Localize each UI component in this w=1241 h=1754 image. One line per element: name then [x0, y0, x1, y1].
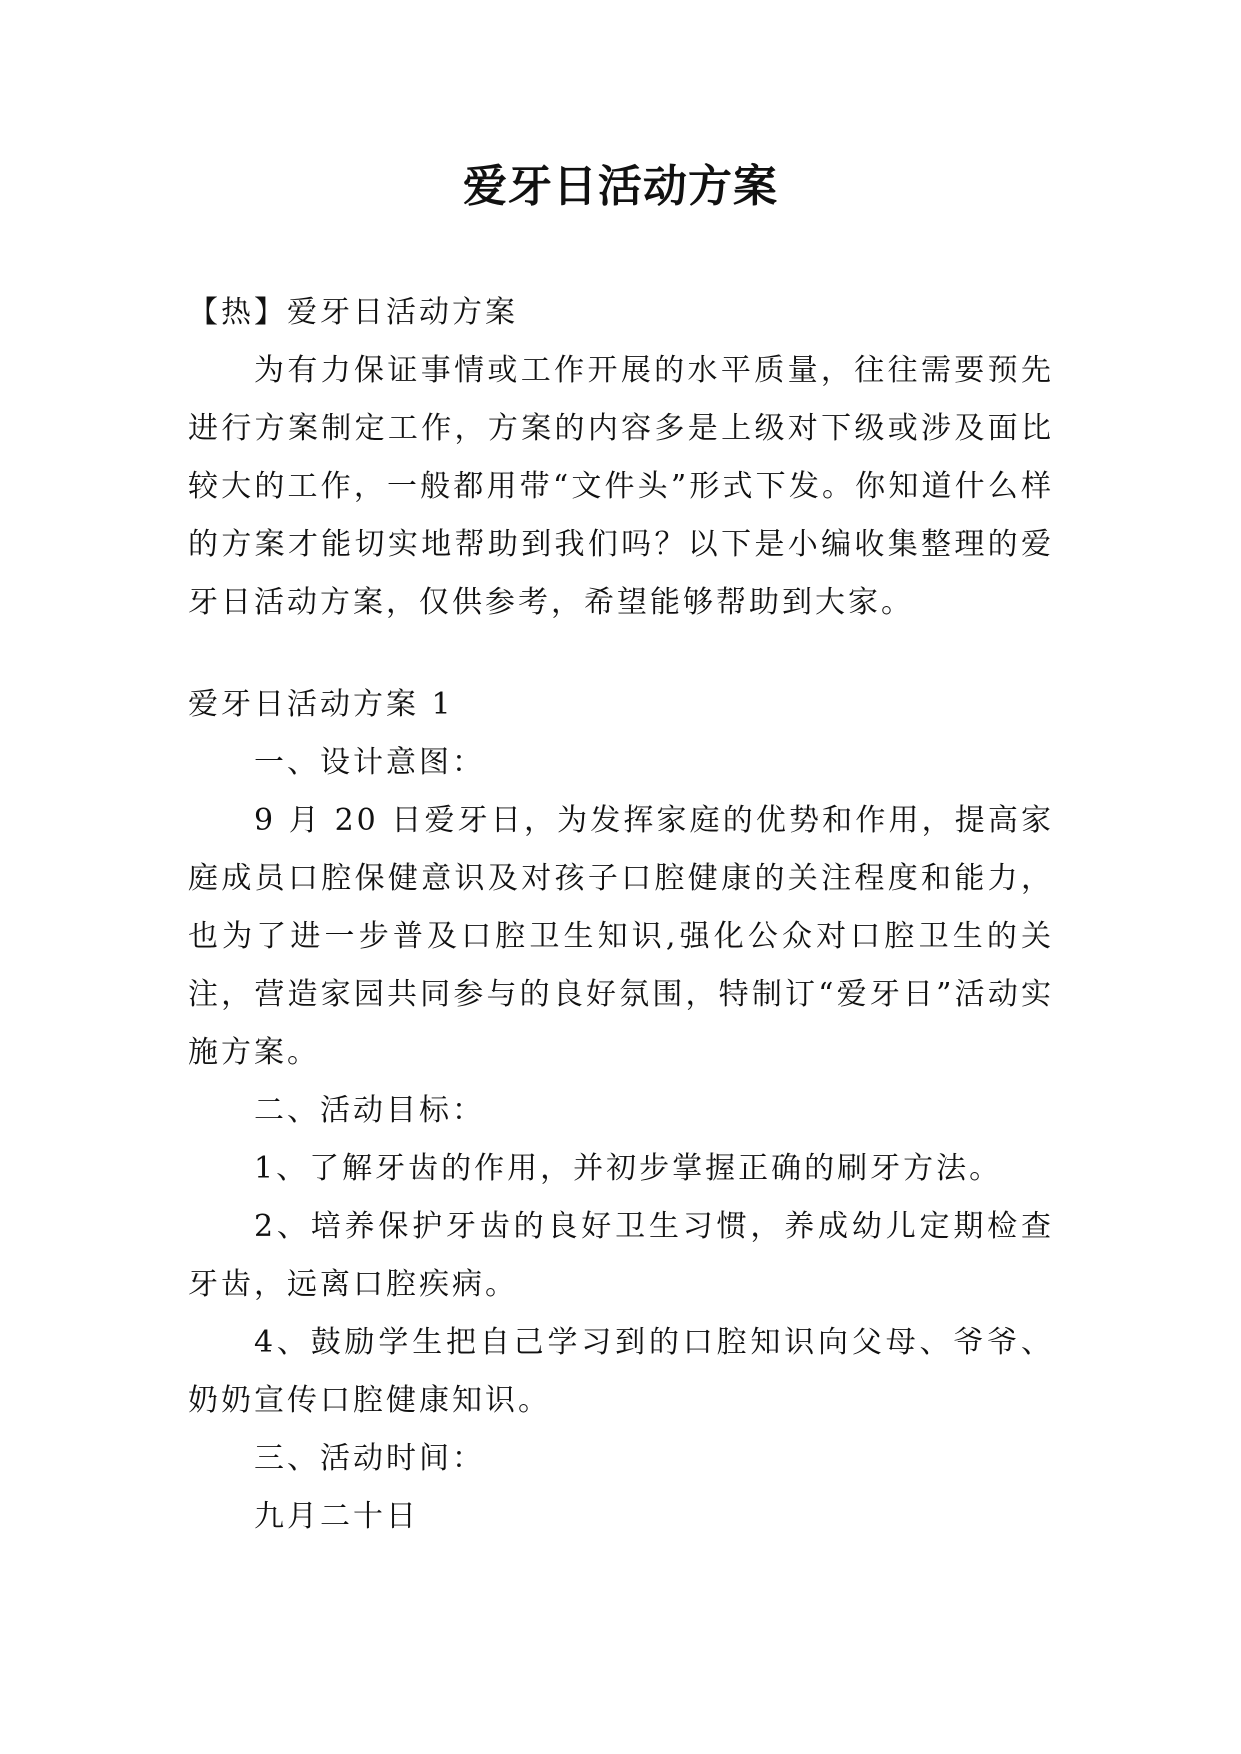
- document-title: 爱牙日活动方案: [463, 161, 778, 212]
- design-heading: 一、设计意图：: [254, 745, 485, 780]
- goal-item-4: 4、鼓励学生把自己学习到的口腔知识向父母、爷爷、奶奶宣传口腔健康知识。: [188, 1325, 1054, 1418]
- goal-item-1: 1、了解牙齿的作用，并初步掌握正确的刷牙方法。: [254, 1151, 1003, 1186]
- document-body: [188, 284, 1054, 1546]
- paragraph-spacer: [188, 632, 1054, 676]
- time-heading: 三、活动时间：: [254, 1441, 485, 1476]
- time-value: 九月二十日: [254, 1499, 419, 1534]
- intro-paragraph: 为有力保证事情或工作开展的水平质量，往往需要预先进行方案制定工作，方案的内容多是上级对下级或涉及面比较大的工作，一般都用带“文件头”形式下发。你知道什么样的方案才能切实地帮助到我们吗？以下是小编收集整理的爱牙日活动方案，仅供参考，希望能够帮助到大家。: [188, 353, 1054, 620]
- goal-item-2: 2、培养保护牙齿的良好卫生习惯，养成幼儿定期检查牙齿，远离口腔疾病。: [188, 1209, 1054, 1302]
- goals-heading: 二、活动目标：: [254, 1093, 485, 1128]
- section-title: 爱牙日活动方案 1: [188, 687, 454, 722]
- design-paragraph: 9 月 20 日爱牙日，为发挥家庭的优势和作用，提高家庭成员口腔保健意识及对孩子口腔健康的关注程度和能力，也为了进一步普及口腔卫生知识,强化公众对口腔卫生的关注，营造家园共同参与的良好氛围，特制订“爱牙日”活动实施方案。: [188, 803, 1054, 1070]
- heading-line: 【热】爱牙日活动方案: [188, 295, 518, 330]
